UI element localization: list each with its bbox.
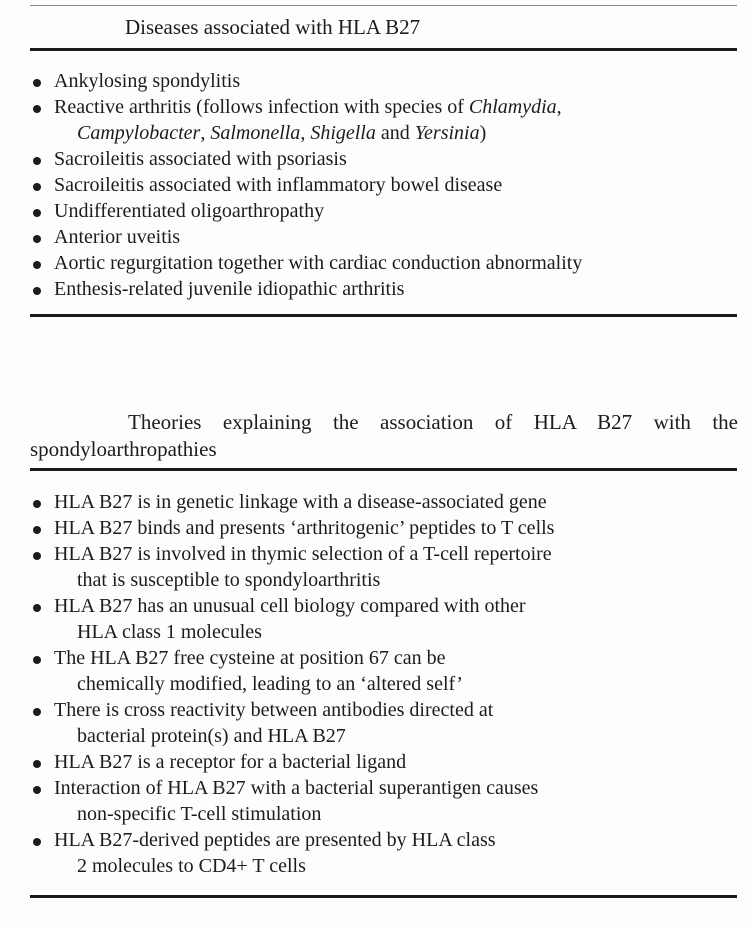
table2-title-line1: Theories explaining the association of HLA B27 with the [128, 410, 738, 434]
list-item: HLA B27-derived peptides are presented by HLA class 2 molecules to CD4+ T cells [30, 827, 740, 879]
list-item: HLA B27 is involved in thymic selection of a T-cell repertoire that is susceptible to spondyloarthritis [30, 541, 740, 593]
table1-bottom-rule [30, 314, 737, 317]
top-scan-rule [30, 5, 737, 6]
list-item: The HLA B27 free cysteine at position 67 can be chemically modified, leading to an ‘altered self’ [30, 645, 740, 697]
list-item-reactive-arthritis: Reactive arthritis (follows infection with species of Chlamydia, Campylobacter, Salmonella, Shigella and Yersinia) [30, 94, 740, 146]
table2-header-rule [30, 468, 737, 471]
list-item: HLA B27 has an unusual cell biology compared with other HLA class 1 molecules [30, 593, 740, 645]
list-item: Sacroileitis associated with inflammatory bowel disease [30, 172, 740, 198]
list-item: HLA B27 binds and presents ‘arthritogenic’ peptides to T cells [30, 515, 740, 541]
list-item: HLA B27 is a receptor for a bacterial ligand [30, 749, 740, 775]
organism-campylobacter: Campylobacter [77, 122, 201, 144]
table2-bottom-rule [30, 895, 737, 898]
table1-header-rule [30, 48, 737, 51]
list-item: Undifferentiated oligoarthropathy [30, 198, 740, 224]
organism-shigella: Shigella [310, 122, 376, 144]
table2-title-line2: spondyloarthropathies [30, 437, 217, 461]
list-item: HLA B27 is in genetic linkage with a disease-associated gene [30, 489, 740, 515]
list-item: Interaction of HLA B27 with a bacterial superantigen causes non-specific T-cell stimulation [30, 775, 740, 827]
organism-chlamydia: Chlamydia [468, 96, 557, 118]
list-item: Sacroileitis associated with psoriasis [30, 146, 740, 172]
list-item: Enthesis-related juvenile idiopathic arthritis [30, 276, 740, 302]
organism-yersinia: Yersinia [414, 122, 480, 144]
list-item: There is cross reactivity between antibodies directed at bacterial protein(s) and HLA B27 [30, 697, 740, 749]
list-item: Anterior uveitis [30, 224, 740, 250]
organism-salmonella: Salmonella [210, 122, 301, 144]
list-item: Aortic regurgitation together with cardiac conduction abnormality [30, 250, 740, 276]
list-item: Ankylosing spondylitis [30, 68, 740, 94]
table2-list [30, 489, 740, 879]
table2-title [30, 409, 738, 463]
table1-title: Diseases associated with HLA B27 [125, 15, 421, 39]
table1-list [30, 68, 740, 302]
